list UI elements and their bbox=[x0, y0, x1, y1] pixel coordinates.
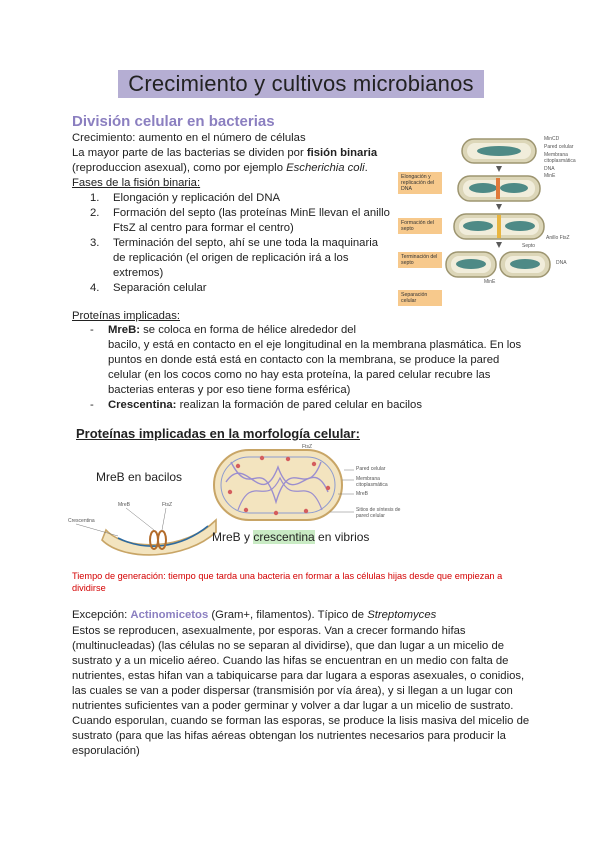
phases-list: 1. Elongación y replicación del DNA 2. Formación del septo (las proteínas MinE llevan el anillo FtsZ al centro para formar el centro) 3. Terminación del septo, ahí se une toda la maquinaria de replicación (el origen de replicación irá a los extremos) 4. Separación celular bbox=[90, 192, 390, 294]
mreb-dash: - bbox=[90, 324, 94, 336]
cresc-dash: - bbox=[90, 399, 94, 411]
label-membrana: Membrana citoplasmática bbox=[544, 152, 576, 164]
proteins-title: Proteínas implicadas: bbox=[72, 310, 180, 322]
stage-label-2: Formación del septo bbox=[398, 218, 442, 234]
stage-label-1: Elongación y replicación del DNA bbox=[398, 172, 442, 194]
exception-text-8: sustrato (para que las hifas aéreas obtengan los nutrientes necesarios para producir la bbox=[72, 730, 506, 742]
label-membrana-citoplasmatica: Membrana citoplasmática bbox=[356, 476, 388, 488]
growth-line: Crecimiento: aumento en el número de células bbox=[72, 132, 306, 144]
label-pared-celular: Pared celular bbox=[356, 466, 386, 472]
exception-text-5: las cuales se van a poder dispersar (transmisión por vía área), y si llegan a un lugar con bbox=[72, 685, 513, 697]
binary-fission-figure bbox=[396, 132, 588, 304]
label-crescentina: Crescentina bbox=[68, 518, 95, 524]
cresc-line: Crescentina: realizan la formación de pared celular en bacilos bbox=[108, 399, 422, 411]
label-mreb-vibrio: MreB bbox=[118, 502, 130, 508]
exception-text-3: sustrato y a un micelio aéreo. Cuando las hifas se encuentran en un medio con falta de bbox=[72, 655, 509, 667]
mreb-line-1: MreB: se coloca en forma de hélice alrededor del bbox=[108, 324, 357, 336]
label-mreb-right: MreB bbox=[356, 491, 368, 497]
generation-line-1: Tiempo de generación: tiempo que tarda una bacteria en formar a las células hijas desde que empiezan a bbox=[72, 571, 503, 581]
exception-text-9: esporulación) bbox=[72, 745, 140, 757]
label-dna-bottom: DNA bbox=[556, 260, 567, 266]
exception-text-4: nutrientes, estas hifan van a tabiquicarse para dar lugara a esporas asexuales, o conidios, bbox=[72, 670, 525, 682]
label-septo: Septo bbox=[522, 243, 536, 249]
label-ftsz-vibrio: FtsZ bbox=[162, 502, 172, 508]
page-title: Crecimiento y cultivos microbianos bbox=[118, 70, 484, 98]
label-pared: Pared celular bbox=[544, 144, 574, 150]
label-mreb-crescentina: MreB y crescentina en vibrios bbox=[212, 530, 370, 544]
mreb-line-5: bacterias enteras y por eso tiene forma esférica) bbox=[108, 384, 351, 396]
binary-line-1: La mayor parte de las bacterias se dividen por fisión binaria bbox=[72, 147, 378, 159]
label-mincd: MinCD bbox=[544, 136, 560, 142]
morphology-figure bbox=[66, 422, 506, 562]
stage-label-4: Separación celular bbox=[398, 290, 442, 306]
label-ftsz-top: FtsZ bbox=[302, 444, 312, 450]
mreb-line-4: celular (en los cocos como no hay esta proteína, la pared celular recubre las bbox=[108, 369, 491, 381]
label-dna: DNA bbox=[544, 166, 555, 172]
label-anillo-ftsz: Anillo FtsZ bbox=[546, 235, 570, 241]
morph-heading: Proteínas implicadas en la morfología celular: bbox=[76, 426, 360, 441]
exception-text-6: nutrientes suficientes van a poder germinar y volver a dar lugar a un micelio de sustrato. bbox=[72, 700, 514, 712]
label-sitios-sintesis: Sitios de síntesis de pared celular bbox=[356, 507, 401, 519]
phases-title: Fases de la fisión binaria: bbox=[72, 177, 201, 189]
generation-line-2: dividirse bbox=[72, 583, 106, 593]
label-mine: MinE bbox=[544, 173, 556, 179]
binary-line-2: (reproduccion asexual), como por ejemplo Escherichia coli. bbox=[72, 162, 368, 174]
label-mreb-bacilos: MreB en bacilos bbox=[96, 470, 183, 484]
stage-label-3: Terminación del septo bbox=[398, 252, 442, 268]
exception-line: Excepción: Actinomicetos (Gram+, filamentos). Típico de Streptomyces bbox=[72, 609, 437, 621]
label-mine-bottom: MinE bbox=[484, 279, 496, 285]
exception-text-1: Estos se reproducen, asexualmente, por esporas. Van a crecer formando hifas bbox=[72, 625, 466, 637]
mreb-line-3: puntos en donde está está en contacto con la membrana, se produce la pared bbox=[108, 354, 500, 366]
mreb-line-2: bacilo, y está en contacto en el eje longitudinal en la membrana plasmática. En los bbox=[108, 339, 522, 351]
section-heading: División celular en bacterias bbox=[72, 113, 275, 130]
exception-text-7: Cuando esporulan, cuando se forman las esporas, se produce la lisis masiva del micelio de bbox=[72, 715, 530, 727]
exception-text-2: (multinucleadas) (las células no se separan al dividirse), que dan lugar a un micelio de bbox=[72, 640, 505, 652]
